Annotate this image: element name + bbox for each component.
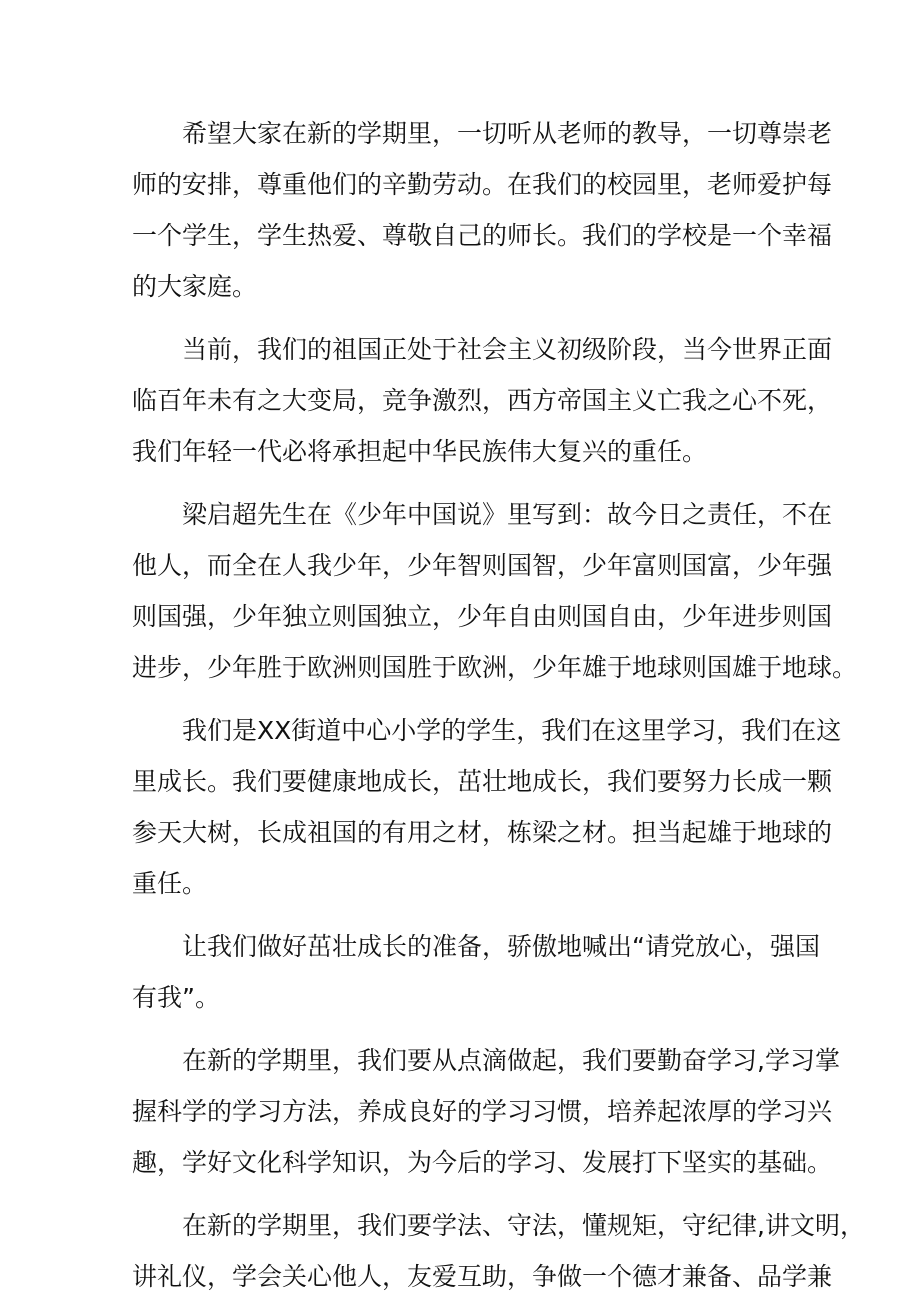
paragraph-3 <box>132 489 858 693</box>
paragraph-2 <box>132 324 833 477</box>
paragraph-line: 则国强，少年独立则国独立，少年自由则国自由，少年进步则国 <box>132 602 833 631</box>
paragraph-line: 他人，而全在人我少年，少年智则国智，少年富则国富，少年强 <box>132 551 833 580</box>
paragraph-line: 我们是XX街道中心小学的学生，我们在这里学习，我们在这 <box>182 716 842 745</box>
paragraph-line: 有我”。 <box>132 983 220 1012</box>
paragraph-line: 师的安排，尊重他们的辛勤劳动。在我们的校园里，老师爱护每 <box>132 170 833 199</box>
paragraph-1 <box>132 108 833 312</box>
paragraph-line: 在新的学期里，我们要从点滴做起，我们要勤奋学习,学习掌 <box>182 1046 840 1075</box>
paragraph-line: 当前，我们的祖国正处于社会主义初级阶段，当今世界正面 <box>182 335 833 364</box>
paragraph-line: 趣，学好文化科学知识，为今后的学习、发展打下坚实的基础。 <box>132 1148 833 1177</box>
paragraph-line: 参天大树，长成祖国的有用之材，栋梁之材。担当起雄于地球的 <box>132 818 833 847</box>
paragraph-line: 我们年轻一代必将承担起中华民族伟大复兴的重任。 <box>132 437 708 466</box>
paragraph-4 <box>132 705 842 909</box>
paragraph-6 <box>132 1035 840 1188</box>
paragraph-line: 里成长。我们要健康地成长，茁壮地成长，我们要努力长成一颗 <box>132 767 833 796</box>
paragraph-5 <box>132 921 820 1023</box>
paragraph-line: 梁启超先生在《少年中国说》里写到：故今日之责任，不在 <box>182 500 833 529</box>
document-body <box>132 108 865 1314</box>
paragraph-7 <box>132 1200 865 1302</box>
paragraph-line: 进步，少年胜于欧洲则国胜于欧洲，少年雄于地球则国雄于地球。 <box>132 653 858 682</box>
paragraph-line: 握科学的学习方法，养成良好的学习习惯，培养起浓厚的学习兴 <box>132 1097 833 1126</box>
paragraph-line: 在新的学期里，我们要学法、守法，懂规矩，守纪律,讲文明， <box>182 1211 865 1240</box>
paragraph-line: 临百年未有之大变局，竞争激烈，西方帝国主义亡我之心不死， <box>132 386 833 415</box>
paragraph-line: 让我们做好茁壮成长的准备，骄傲地喊出“请党放心，强国 <box>182 932 820 961</box>
paragraph-line: 希望大家在新的学期里，一切听从老师的教导，一切尊崇老 <box>182 119 833 148</box>
paragraph-line: 讲礼仪，学会关心他人，友爱互助，争做一个德才兼备、品学兼 <box>132 1262 833 1291</box>
paragraph-line: 的大家庭。 <box>132 272 258 301</box>
paragraph-line: 重任。 <box>132 869 208 898</box>
paragraph-line: 一个学生，学生热爱、尊敬自己的师长。我们的学校是一个幸福 <box>132 221 833 250</box>
